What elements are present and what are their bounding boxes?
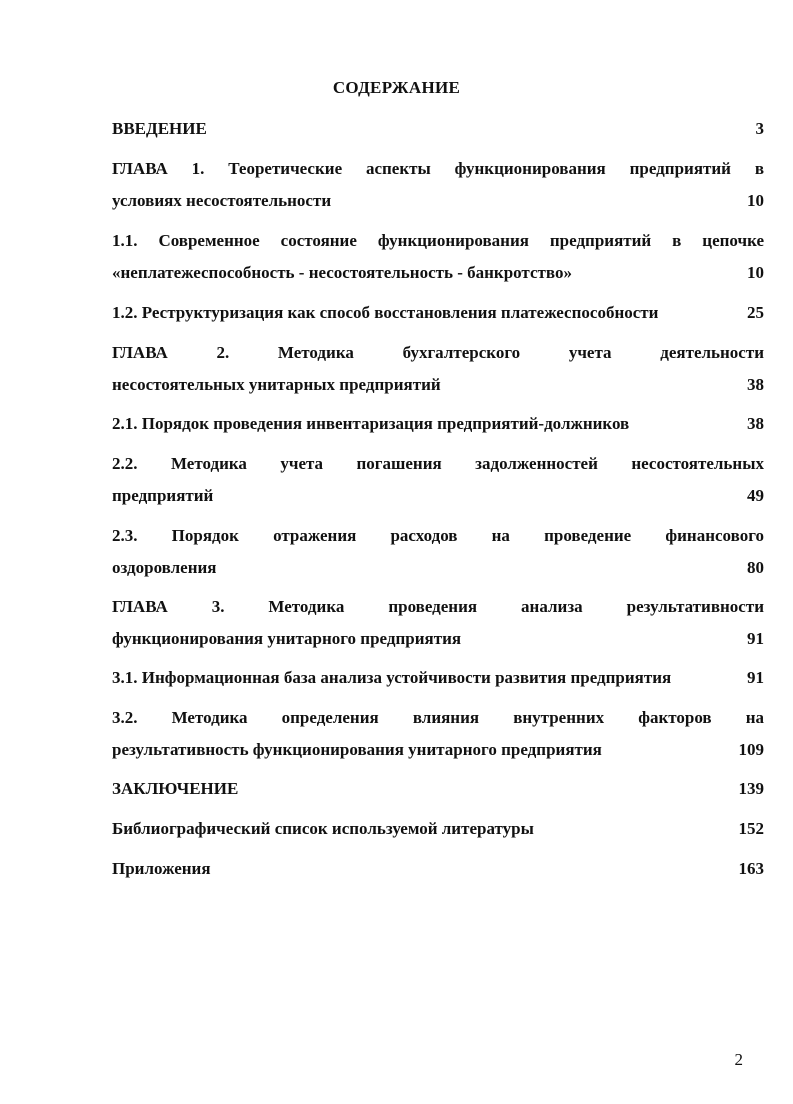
toc-entry-section-2-3 [112,525,764,589]
toc-entry-text: оздоровления [112,558,217,577]
toc-entry-page: 91 [747,668,764,687]
toc-entry-conclusion [112,778,764,810]
toc-entry-text: ВВЕДЕНИЕ [112,119,207,138]
toc-entry-section-2-2 [112,453,764,517]
toc-entry-page: 152 [738,819,764,838]
toc-entry-section-1-2 [112,302,764,334]
toc-entry-page: 109 [738,740,764,759]
toc-entry-text: ГЛАВА 3. Методика проведения анализа результативности [112,597,764,616]
toc-entry-text: Приложения [112,859,211,878]
toc-entry-introduction [112,118,764,150]
toc-entry-text: ЗАКЛЮЧЕНИЕ [112,779,239,798]
toc-entry-text: 1.1. Современное состояние функционирования предприятий в цепочке [112,231,764,250]
page-number: 2 [734,1050,743,1069]
toc-entry-text: функционирования унитарного предприятия [112,629,462,648]
toc-entry-text: Библиографический список используемой литературы [112,819,534,838]
toc-entry-text: 2.3. Порядок отражения расходов на проведение финансового [112,526,764,545]
toc-entry-page: 163 [738,859,764,878]
toc-entry-page: 10 [747,191,764,210]
toc-entry-text: ГЛАВА 2. Методика бухгалтерского учета деятельности [112,343,764,362]
toc-entry-page: 25 [747,303,764,322]
toc-entry-section-1-1 [112,230,764,294]
toc-entry-section-2-1 [112,413,764,445]
toc-entry-section-3-2 [112,707,764,771]
toc-entry-text: 2.1. Порядок проведения инвентаризация предприятий-должников [112,414,630,433]
toc-entry-page: 139 [738,779,764,798]
toc-entry-chapter-1 [112,158,764,222]
toc-entry-text: условиях несостоятельности [112,191,332,210]
toc-entry-section-3-1 [112,667,764,699]
toc-entry-text: 2.2. Методика учета погашения задолженностей несостоятельных [112,454,764,473]
toc-entry-text: 1.2. Реструктуризация как способ восстановления платежеспособности [112,303,659,322]
toc-entry-appendices [112,858,764,890]
toc-entry-text: 3.1. Информационная база анализа устойчивости развития предприятия [112,668,672,687]
toc-entry-page: 80 [747,558,764,577]
toc-entry-page: 38 [747,375,764,394]
toc-entry-page: 91 [747,629,764,648]
toc-entry-bibliography [112,818,764,850]
toc-title: СОДЕРЖАНИЕ [332,78,461,97]
toc-entry-page: 3 [755,119,764,138]
toc-entry-text: результативность функционирования унитарного предприятия [112,740,602,759]
toc-entry-text: несостоятельных унитарных предприятий [112,375,441,394]
toc-entry-page: 49 [747,486,764,505]
toc-entry-chapter-3 [112,596,764,660]
toc-entry-chapter-2 [112,342,764,406]
toc-entry-text: предприятий [112,486,214,505]
toc-entry-text: 3.2. Методика определения влияния внутренних факторов на [112,708,764,727]
toc-entry-text: ГЛАВА 1. Теоретические аспекты функционирования предприятий в [112,159,764,178]
toc-entry-text: «неплатежеспособность - несостоятельность - банкротство» [112,263,572,282]
toc-entry-page: 38 [747,414,764,433]
toc-entry-page: 10 [747,263,764,282]
